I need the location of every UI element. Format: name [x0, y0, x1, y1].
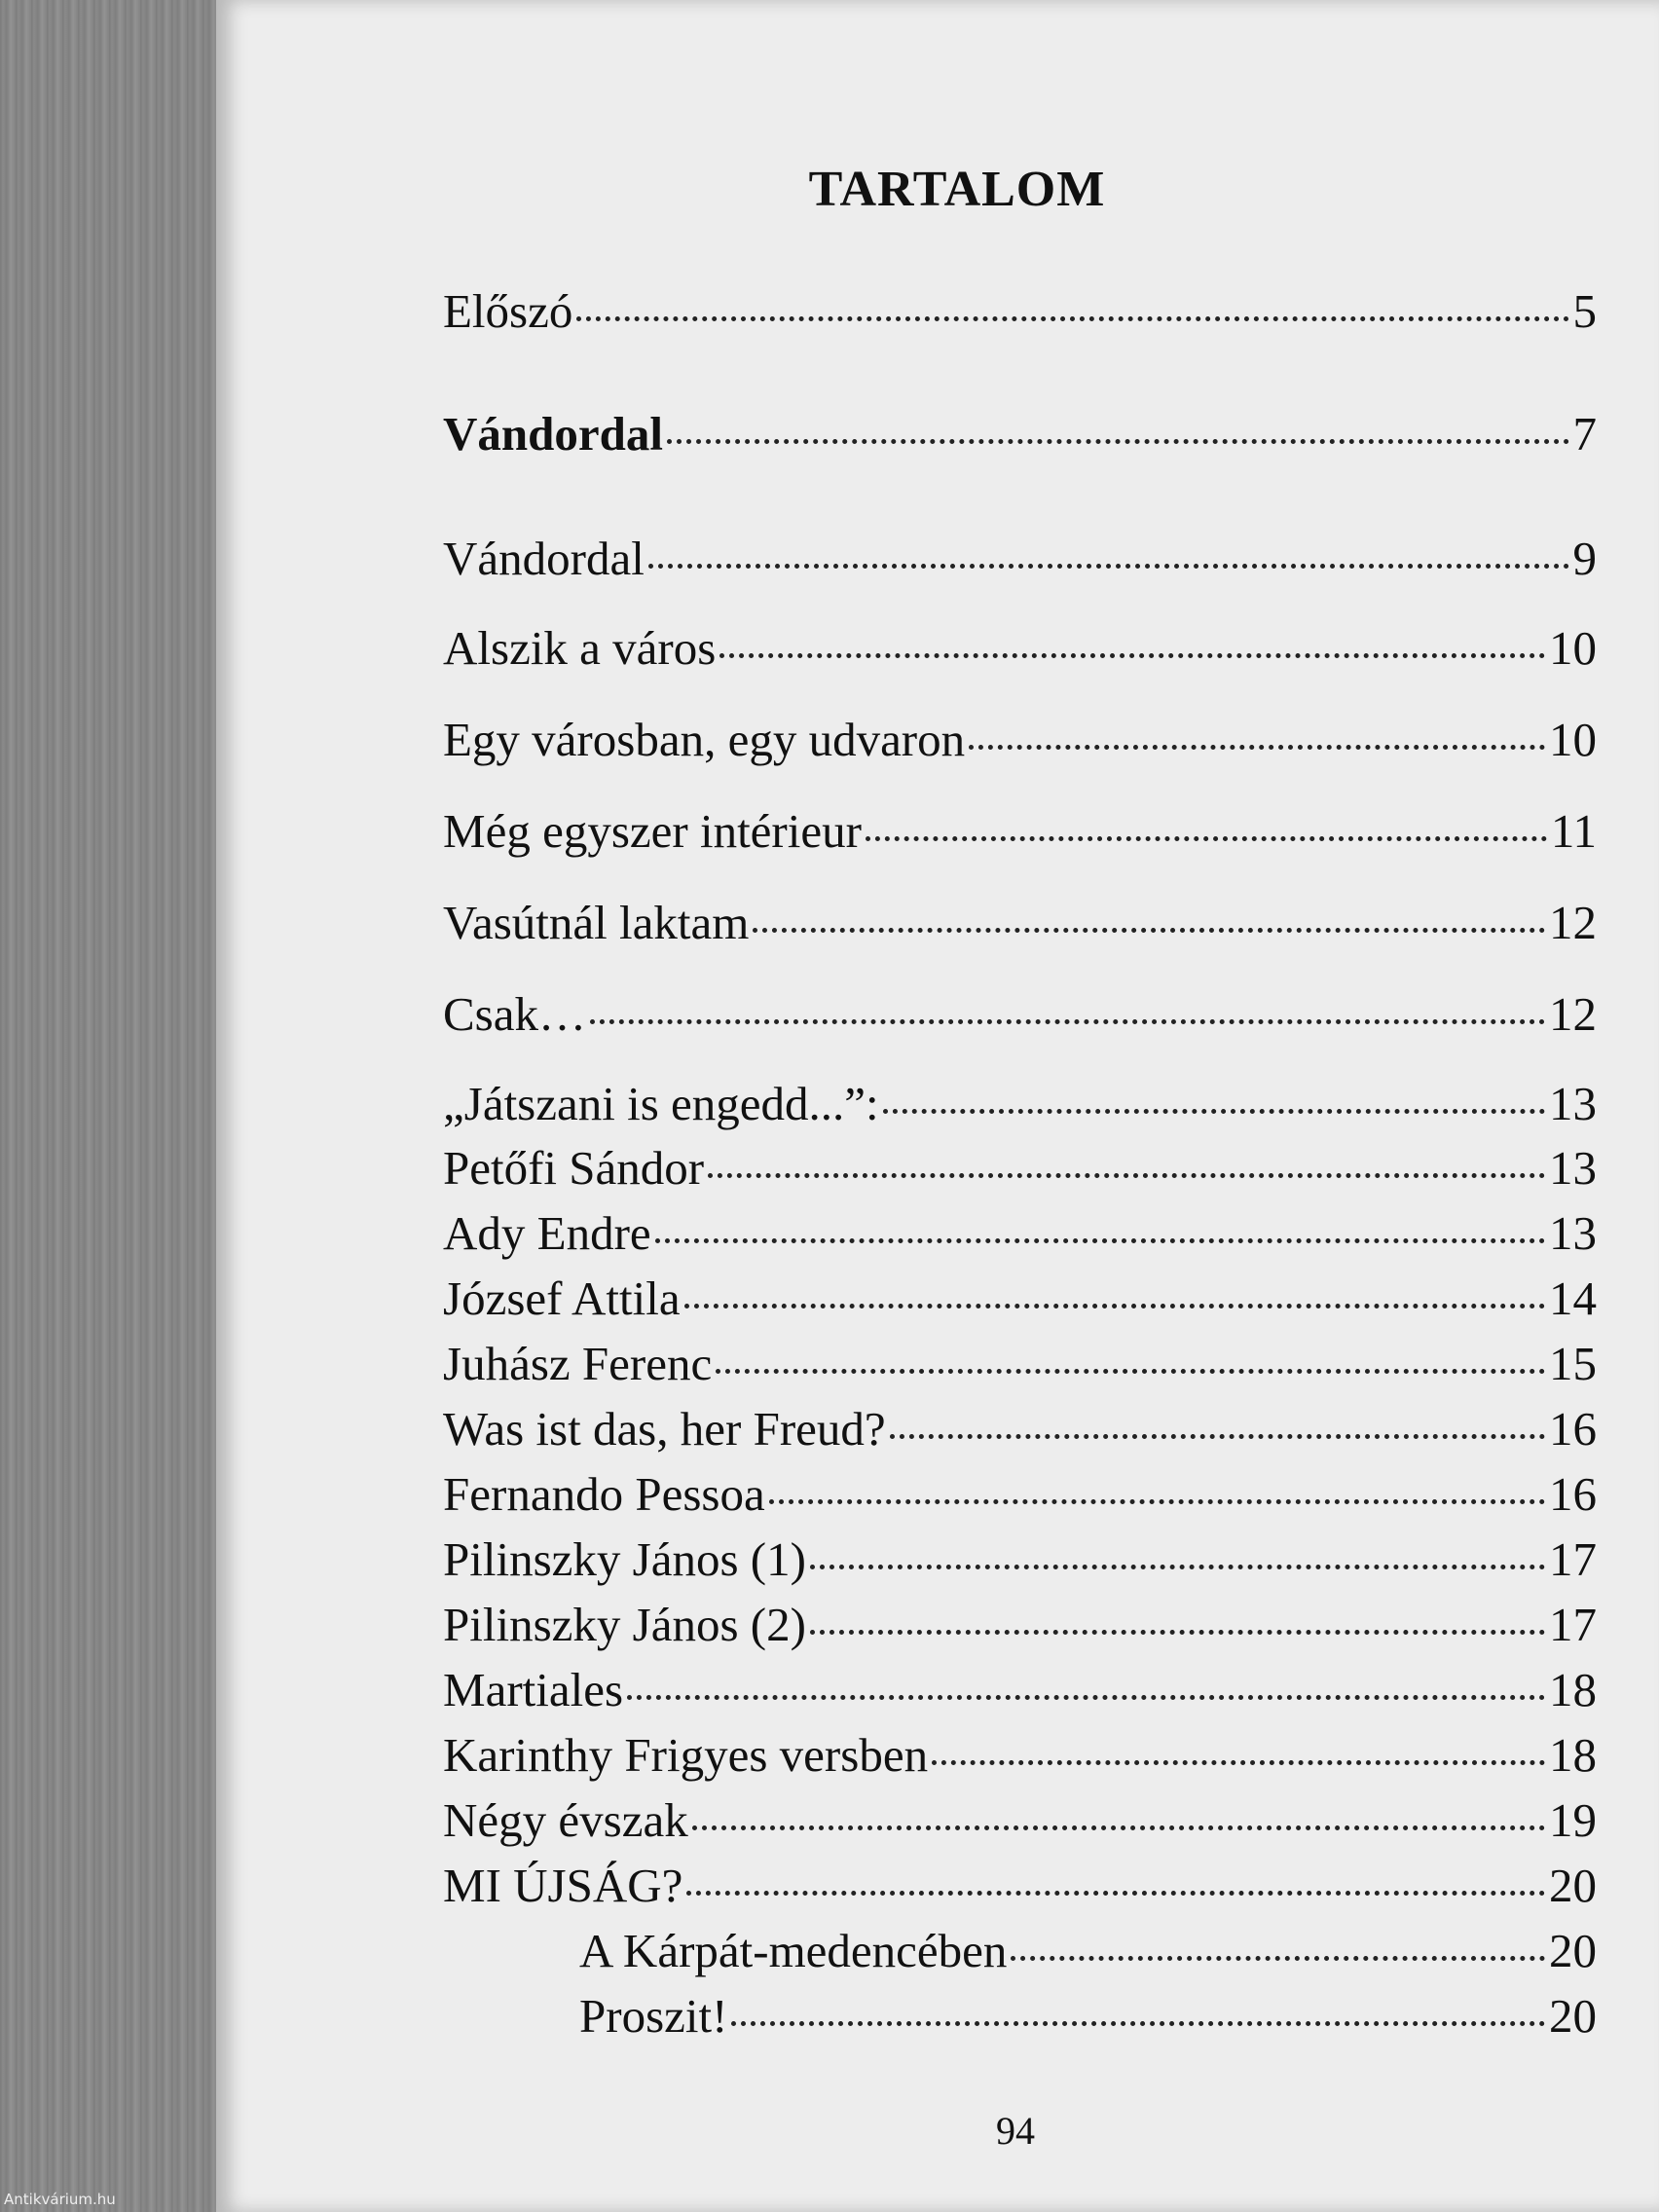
toc-entry-page: 13 — [1549, 1141, 1597, 1195]
page-title: TARTALOM — [808, 162, 1106, 217]
book-cover-edge — [0, 0, 216, 2212]
toc-entry-page: 10 — [1549, 621, 1597, 675]
watermark: Antikvárium.hu — [4, 2191, 116, 2208]
toc-entry-title: Csak… — [443, 987, 586, 1041]
toc-entry-title: Alszik a város — [443, 621, 717, 675]
toc-entry-title: Proszit! — [579, 1989, 728, 2043]
page-number: 94 — [996, 2109, 1035, 2153]
dot-leader — [590, 1019, 1545, 1024]
dot-leader — [684, 1304, 1545, 1309]
toc-entry-negy-evszak[interactable] — [443, 1791, 1597, 1850]
toc-entry-page: 16 — [1549, 1467, 1597, 1521]
toc-entry-was-ist-das[interactable] — [443, 1400, 1597, 1458]
toc-entry-title: Egy városban, egy udvaron — [443, 713, 966, 766]
dot-leader — [1011, 1956, 1545, 1961]
toc-entry-page: 12 — [1549, 896, 1597, 949]
toc-subentry-proszit[interactable] — [443, 1987, 1597, 2046]
dot-leader — [627, 1695, 1545, 1700]
dot-leader — [883, 1109, 1545, 1114]
dot-leader — [969, 745, 1545, 750]
toc-entry-title: „Játszani is engedd...”: — [443, 1077, 879, 1130]
toc-entry-page: 7 — [1572, 407, 1597, 461]
dot-leader — [667, 439, 1568, 444]
dot-leader — [686, 1891, 1545, 1896]
toc-entry-mi-ujsag[interactable] — [443, 1857, 1597, 1915]
toc-entry-page: 17 — [1549, 1532, 1597, 1586]
toc-entry-page: 5 — [1572, 284, 1597, 338]
toc-entry-vasutnal-laktam[interactable] — [443, 894, 1597, 952]
toc-entry-juhasz-ferenc[interactable] — [443, 1335, 1597, 1393]
toc-entry-title: Vándordal — [443, 532, 645, 585]
toc-entry-title: Martiales — [443, 1663, 624, 1716]
toc-entry-petofi-sandor[interactable] — [443, 1139, 1597, 1198]
dot-leader — [648, 564, 1569, 569]
toc-entry-page: 12 — [1549, 987, 1597, 1041]
toc-entry-page: 15 — [1549, 1337, 1597, 1390]
toc-entry-karinthy-frigyes[interactable] — [443, 1726, 1597, 1785]
toc-entry-pilinszky-janos-2[interactable] — [443, 1596, 1597, 1654]
dot-leader — [810, 1565, 1545, 1569]
toc-entry-fernando-pessoa[interactable] — [443, 1465, 1597, 1524]
toc-entry-title: Was ist das, her Freud? — [443, 1402, 886, 1456]
toc-entry-csak[interactable] — [443, 985, 1597, 1044]
toc-entry-title: Pilinszky János (2) — [443, 1598, 806, 1651]
toc-entry-page: 11 — [1550, 804, 1597, 858]
dot-leader — [890, 1434, 1545, 1439]
toc-entry-title: Ady Endre — [443, 1206, 651, 1260]
dot-leader — [932, 1760, 1545, 1765]
toc-entry-title: Vándordal — [443, 407, 664, 461]
toc-entry-page: 10 — [1549, 713, 1597, 766]
toc-entry-title: Fernando Pessoa — [443, 1467, 765, 1521]
toc-entry-title: Még egyszer intérieur — [443, 804, 862, 858]
toc-entry-page: 19 — [1549, 1793, 1597, 1847]
toc-entry-title: Petőfi Sándor — [443, 1141, 705, 1195]
dot-leader — [769, 1499, 1545, 1504]
toc-entry-page: 13 — [1549, 1206, 1597, 1260]
toc-entry-meg-egyszer-interieur[interactable] — [443, 802, 1597, 861]
toc-subentry-karpat-medenceben[interactable] — [443, 1922, 1597, 1980]
toc-entry-title: Pilinszky János (1) — [443, 1532, 806, 1586]
toc-entry-page: 20 — [1549, 1859, 1597, 1912]
toc-entry-pilinszky-janos-1[interactable] — [443, 1530, 1597, 1589]
toc-entry-alszik-a-varos[interactable] — [443, 619, 1597, 678]
dot-leader — [655, 1238, 1545, 1243]
dot-leader — [810, 1630, 1545, 1635]
dot-leader — [692, 1825, 1545, 1830]
toc-entry-title: Négy évszak — [443, 1793, 688, 1847]
dot-leader — [716, 1369, 1545, 1374]
toc-entry-title: Előszó — [443, 284, 573, 338]
table-of-contents — [443, 282, 1597, 2046]
toc-section-vandordal[interactable] — [443, 405, 1597, 463]
toc-entry-martiales[interactable] — [443, 1661, 1597, 1719]
toc-entry-egy-varosban[interactable] — [443, 711, 1597, 769]
toc-entry-page: 16 — [1549, 1402, 1597, 1456]
toc-entry-page: 18 — [1549, 1663, 1597, 1716]
toc-entry-jozsef-attila[interactable] — [443, 1270, 1597, 1328]
toc-entry-jatszani-is-engedd[interactable] — [443, 1075, 1597, 1133]
toc-entry-page: 14 — [1549, 1272, 1597, 1325]
toc-entry-title: Karinthy Frigyes versben — [443, 1728, 929, 1782]
toc-entry-vandordal[interactable] — [443, 530, 1597, 588]
toc-entry-page: 9 — [1572, 532, 1597, 585]
dot-leader — [719, 653, 1545, 658]
toc-entry-title: József Attila — [443, 1272, 681, 1325]
toc-entry-title: A Kárpát-medencében — [579, 1924, 1008, 1977]
dot-leader — [708, 1173, 1545, 1178]
toc-entry-eloszo[interactable] — [443, 282, 1597, 341]
toc-entry-page: 17 — [1549, 1598, 1597, 1651]
dot-leader — [576, 316, 1568, 321]
toc-entry-page: 18 — [1549, 1728, 1597, 1782]
toc-entry-page: 20 — [1549, 1989, 1597, 2043]
toc-entry-title: Vasútnál laktam — [443, 896, 750, 949]
dot-leader — [753, 928, 1545, 933]
dot-leader — [866, 836, 1547, 841]
toc-entry-title: MI ÚJSÁG? — [443, 1859, 683, 1912]
toc-entry-page: 20 — [1549, 1924, 1597, 1977]
toc-entry-page: 13 — [1549, 1077, 1597, 1130]
toc-entry-ady-endre[interactable] — [443, 1204, 1597, 1263]
toc-entry-title: Juhász Ferenc — [443, 1337, 713, 1390]
dot-leader — [731, 2021, 1545, 2026]
